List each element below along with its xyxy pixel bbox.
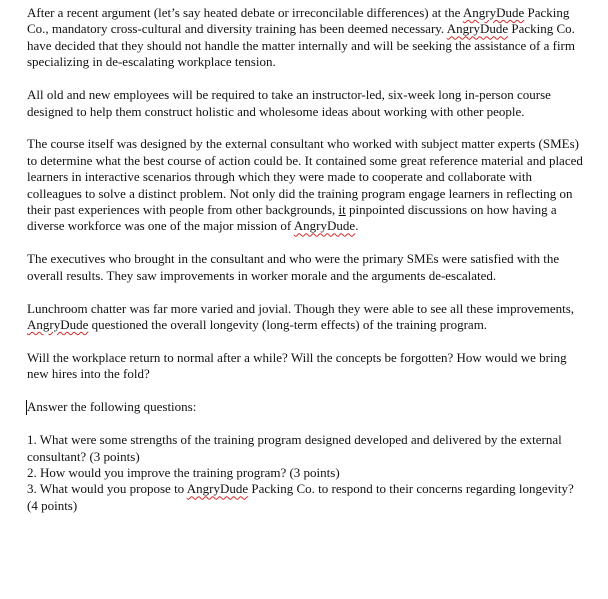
- paragraph-text: After a recent argument (let’s say heated debate or irreconcilable differences) at the: [27, 5, 463, 20]
- paragraph-text: The course itself was designed by the external consultant who worked with subject matter experts (SMEs) to determine what the best course of action could be. It contained some great reference material and placed learners in interactive scenarios through which they were made to cooperate and collaborate with colleagues to solve a distinct problem. Not only did the training program engage learners in reflecting on their past experiences with people from other backgrounds,: [27, 136, 583, 218]
- paragraph-text: Packing Co., mandatory cross-cultural and diversity training has been deemed necessary.: [27, 5, 570, 37]
- company-name: AngryDude: [462, 5, 525, 20]
- paragraph-concerns: Will the workplace return to normal after a while? Will the concepts be forgotten? How would we bring new hires into the fold?: [27, 350, 567, 382]
- paragraph-course-requirement: All old and new employees will be required to take an instructor-led, six-week long in-person course designed to help them construct holistic and wholesome ideas about working with other people.: [27, 87, 551, 119]
- paragraph-executives: The executives who brought in the consultant and who were the primary SMEs were satisfied with the overall results. They saw improvements in worker morale and the arguments de-escalated.: [27, 251, 560, 283]
- paragraph-course-design: [27, 136, 587, 234]
- company-name: AngryDude: [186, 481, 249, 497]
- paragraph-text: pinpointed discussions on how having a diverse workforce was one of the major mission of: [27, 202, 557, 234]
- question-text: 3. What would you propose to: [27, 481, 187, 497]
- questions-intro-text: Answer the following questions:: [27, 399, 197, 415]
- paragraph-text: .: [355, 218, 359, 234]
- question-text: Packing Co. to respond to their concerns regarding longevity? (4 points): [27, 481, 574, 513]
- questions-intro: [27, 399, 587, 415]
- question-1: 1. What were some strengths of the training program designed developed and delivered by the external consultant? (3 points): [27, 432, 562, 464]
- paragraph-text: Lunchroom chatter was far more varied and jovial. Though they were able to see all these improvements,: [27, 300, 575, 316]
- company-name: AngryDude: [446, 21, 509, 37]
- paragraph-lunchroom: [27, 301, 587, 334]
- pronoun-it: it: [338, 202, 346, 218]
- company-name: AngryDude: [27, 317, 89, 333]
- text-cursor: [26, 400, 27, 415]
- question-3: [27, 481, 587, 514]
- paragraph-background: [27, 5, 587, 71]
- paragraph-text: questioned the overall longevity (long-term effects) of the training program.: [88, 317, 488, 333]
- question-2: 2. How would you improve the training program? (3 points): [27, 465, 340, 481]
- questions-section: [27, 399, 587, 514]
- document-body: [27, 5, 587, 514]
- paragraph-text: Packing Co. have decided that they should not handle the matter internally and will be seeking the assistance of a firm specializing in de-escalating workplace tension.: [27, 21, 575, 70]
- company-name: AngryDude: [293, 218, 356, 234]
